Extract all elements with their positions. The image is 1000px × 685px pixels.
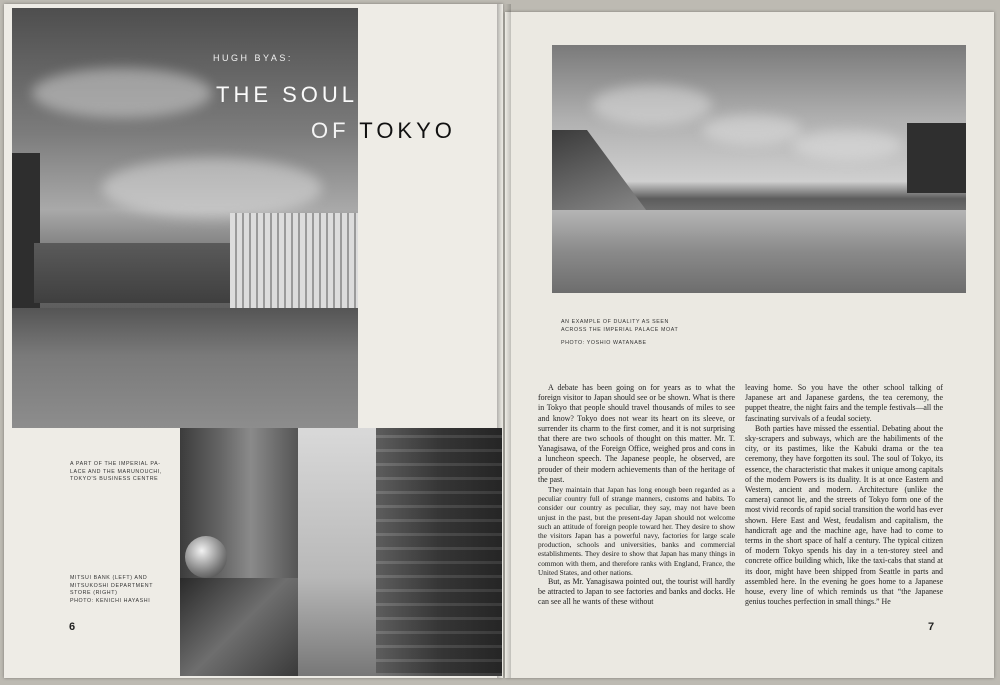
caption-line: LACE AND THE MARUNOUCHI,	[70, 468, 163, 475]
tree-line	[34, 243, 234, 303]
caption-mitsui	[70, 575, 153, 605]
street-sky-photo	[298, 428, 382, 676]
cloud	[702, 115, 802, 145]
mitsui-bank-photo	[180, 428, 298, 676]
paragraph: A debate has been going on for years as to what the foreign visitor to Japan should see or be shown. What is there in Tokyo that people should travel thousands of miles to see and know? Tokyo does not wear its heart on its sleeve, or surrender its charm to the first comer, and it is not surprising that there are two schools of thought on this matter. Mr. T. Yanagisawa, of the Foreign Office, weighed pros and cons in a luncheon speech. The Japanese people, he observed, are prouder of their modern achievements than of the heritage of the past.	[538, 383, 735, 484]
photo-credit: PHOTO: KENICHI HAYASHI	[70, 597, 151, 604]
caption-line: MITSUKOSHI DEPARTMENT	[70, 582, 154, 589]
title-word-tokyo: TOKYO	[359, 118, 456, 143]
author-name: HUGH BYAS:	[213, 53, 293, 63]
caption-line: MITSUI BANK (LEFT) AND	[70, 575, 148, 581]
caption-line: AN EXAMPLE OF DUALITY AS SEEN	[561, 319, 669, 325]
cloud	[32, 68, 212, 118]
page-number-right: 7	[928, 621, 935, 633]
paragraph: They maintain that Japan has long enough been regarded as a peculiar country full of strange manners, customs and habits. To consider our country as peculiar, they say, may not have been unjust in the past, but the present-day Japan should not welcome such an attitude of foreign people toward her. They desire to show the visitors Japan has a powerful navy, factories for large scale production, schools and universities, banks and commercial establishments. They desire to show that Japan has many things in common with them, and therefore ranks with England, France, the United States, and other nations.	[538, 485, 735, 577]
cloud	[102, 158, 322, 218]
paragraph: leaving home. So you have the other school talking of Japanese art and Japanese gardens, the tea ceremony, the puppet theatre, the night fairs and the temple festivals—all the fascinating survivals of a feudal society.	[745, 383, 943, 423]
article-column-right	[745, 383, 943, 607]
page-number-left: 6	[69, 621, 76, 633]
title-line-2	[311, 118, 456, 144]
cloud	[592, 85, 712, 125]
mitsukoshi-store-photo	[376, 428, 502, 676]
paragraph: Both parties have missed the essential. Debating about the sky-scrapers and subways, which are the habiliments of the city, or its pastimes, like the Kabuki drama or the tea ceremony, they have forgotten its soul. The soul of Tokyo, its essence, the characteristic that makes it unique among capitals of the modern Powers is its duality. It is at once Eastern and Western, ancient and modern. Architecture (unlike the camera) cannot lie, and the streets of Tokyo form one of the most vivid records of rapid social transition the world has ever shown. Here East and West, feudalism and capitalism, the handicraft age and the machine age, have had to come to terms in the short space of half a century. The typical citizen of modern Tokyo spends his day in a ten-storey steel and concrete office building which, like the taxi-cabs that stand at its door, might have been shipped from Seattle in parts and assembled here. In the evening he goes home to a Japanese house, every line of which reminds us that “the Japanese genius touches perfection in small things.” He	[745, 423, 943, 607]
title-word-of: OF	[311, 118, 350, 143]
title-line-1: THE SOUL	[216, 82, 359, 107]
caption-line: STORE (RIGHT)	[70, 590, 118, 596]
marunouchi-photo	[12, 8, 358, 428]
cloud	[792, 130, 902, 160]
car-headlamp	[185, 536, 227, 578]
street	[12, 308, 358, 428]
caption-line: TOKYO'S BUSINESS CENTRE	[70, 476, 159, 482]
photo-credit: PHOTO: YOSHIO WATANABE	[561, 340, 647, 346]
office-building	[230, 213, 358, 318]
paragraph: But, as Mr. Yanagisawa pointed out, the tourist will hardly be attracted to Japan to see factories and banks and docks. He can see all he wants of these without	[538, 577, 735, 607]
building-windows	[376, 428, 502, 676]
palace-moat-photo	[552, 45, 966, 293]
caption-moat	[561, 319, 678, 348]
modern-building	[907, 123, 966, 193]
caption-line: ACROSS THE IMPERIAL PALACE MOAT	[561, 326, 679, 333]
caption-line: A PART OF THE IMPERIAL PA-	[70, 461, 161, 467]
moat-water	[552, 210, 966, 293]
car-body	[180, 578, 298, 676]
article-column-left	[538, 383, 735, 608]
caption-imperial-palace	[70, 461, 162, 484]
